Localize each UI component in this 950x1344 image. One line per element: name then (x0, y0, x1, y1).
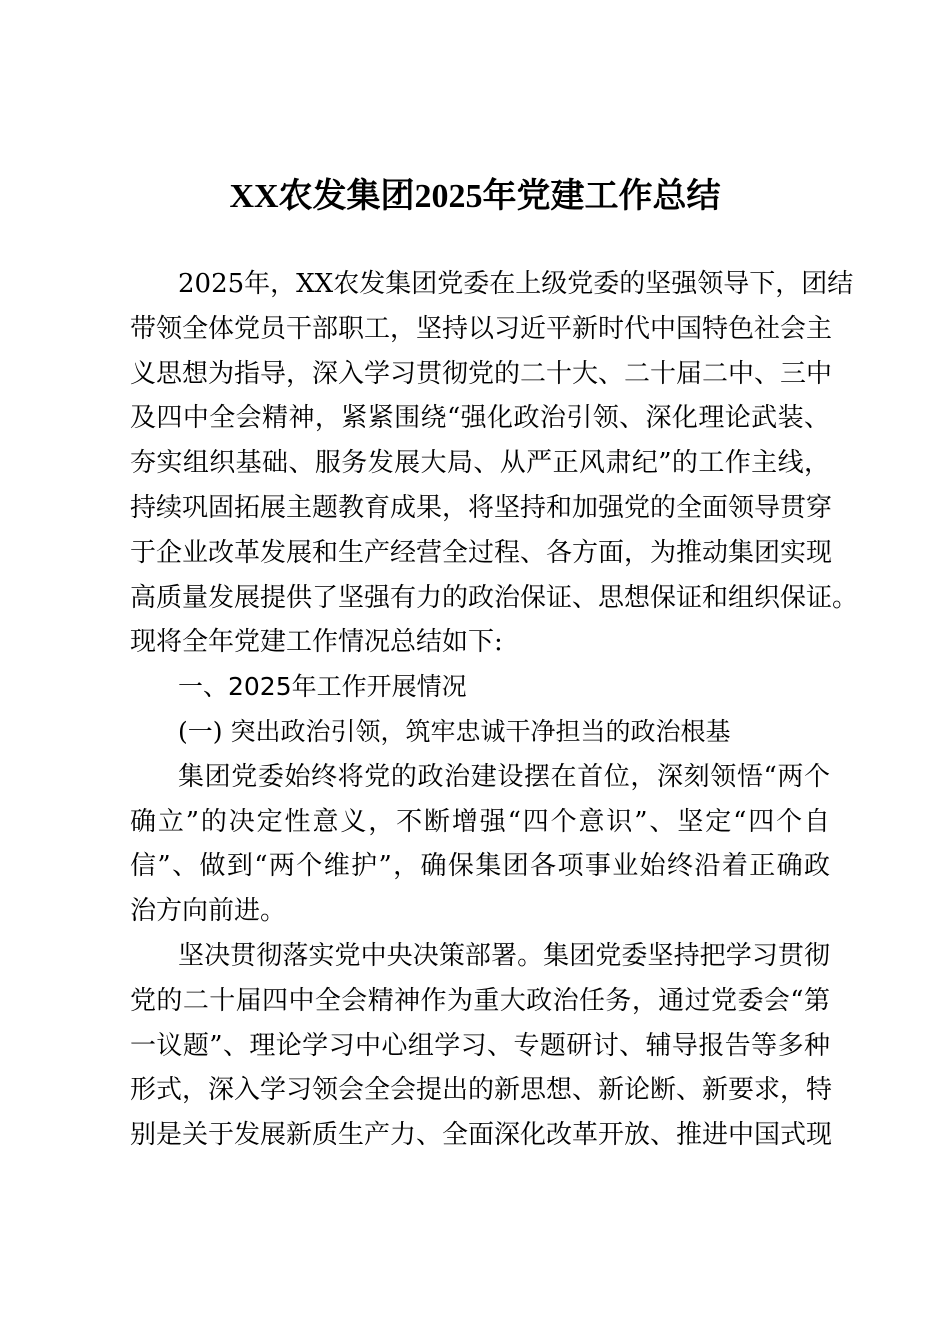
intro-line: 义思想为指导，深入学习贯彻党的二十大、二十届二中、三中 (130, 358, 833, 389)
intro-line: 现将全年党建工作情况总结如下: (130, 627, 503, 658)
intro-line: 于企业改革发展和生产经营全过程、各方面，为推动集团实现 (130, 537, 833, 568)
paragraph-line: 确立”的决定性意义，不断增强“四个意识”、坚定“四个自 (130, 806, 830, 837)
intro-line: 及四中全会精神，紧紧围绕“强化政治引领、深化理论武装、 (130, 403, 830, 434)
paragraph-line: 一议题”、理论学习中心组学习、专题研讨、辅导报告等多种 (130, 1030, 830, 1061)
intro-line: 高质量发展提供了坚强有力的政治保证、思想保证和组织保证。 (130, 582, 859, 613)
paragraph-line: 坚决贯彻落实党中央决策部署。集团党委坚持把学习贯彻 (178, 940, 830, 971)
paragraph-line: 形式，深入学习领会全会提出的新思想、新论断、新要求，特 (130, 1075, 833, 1106)
subsection-heading: (一) 突出政治引领，筑牢忠诚干净担当的政治根基 (178, 716, 731, 746)
document-title: XX农发集团2025年党建工作总结 (229, 178, 721, 215)
paragraph-line: 集团党委始终将党的政治建设摆在首位，深刻领悟“两个 (178, 761, 830, 792)
section-heading: 一、2025年工作开展情况 (178, 672, 467, 702)
intro-line: 夯实组织基础、服务发展大局、从严正风肃纪”的工作主线， (130, 448, 830, 479)
paragraph-line: 信”、做到“两个维护”，确保集团各项事业始终沿着正确政 (130, 851, 830, 882)
document-body (130, 262, 859, 1158)
intro-line: 带领全体党员干部职工，坚持以习近平新时代中国特色社会主 (130, 313, 833, 344)
paragraph-line: 别是关于发展新质生产力、全面深化改革开放、推进中国式现 (130, 1120, 833, 1151)
intro-line: 持续巩固拓展主题教育成果，将坚持和加强党的全面领导贯穿 (130, 492, 833, 523)
paragraph-line: 党的二十届四中全会精神作为重大政治任务，通过党委会“第 (130, 985, 830, 1016)
intro-line: 2025年，XX农发集团党委在上级党委的坚强领导下，团结 (178, 269, 854, 299)
paragraph-line: 治方向前进。 (130, 896, 287, 927)
